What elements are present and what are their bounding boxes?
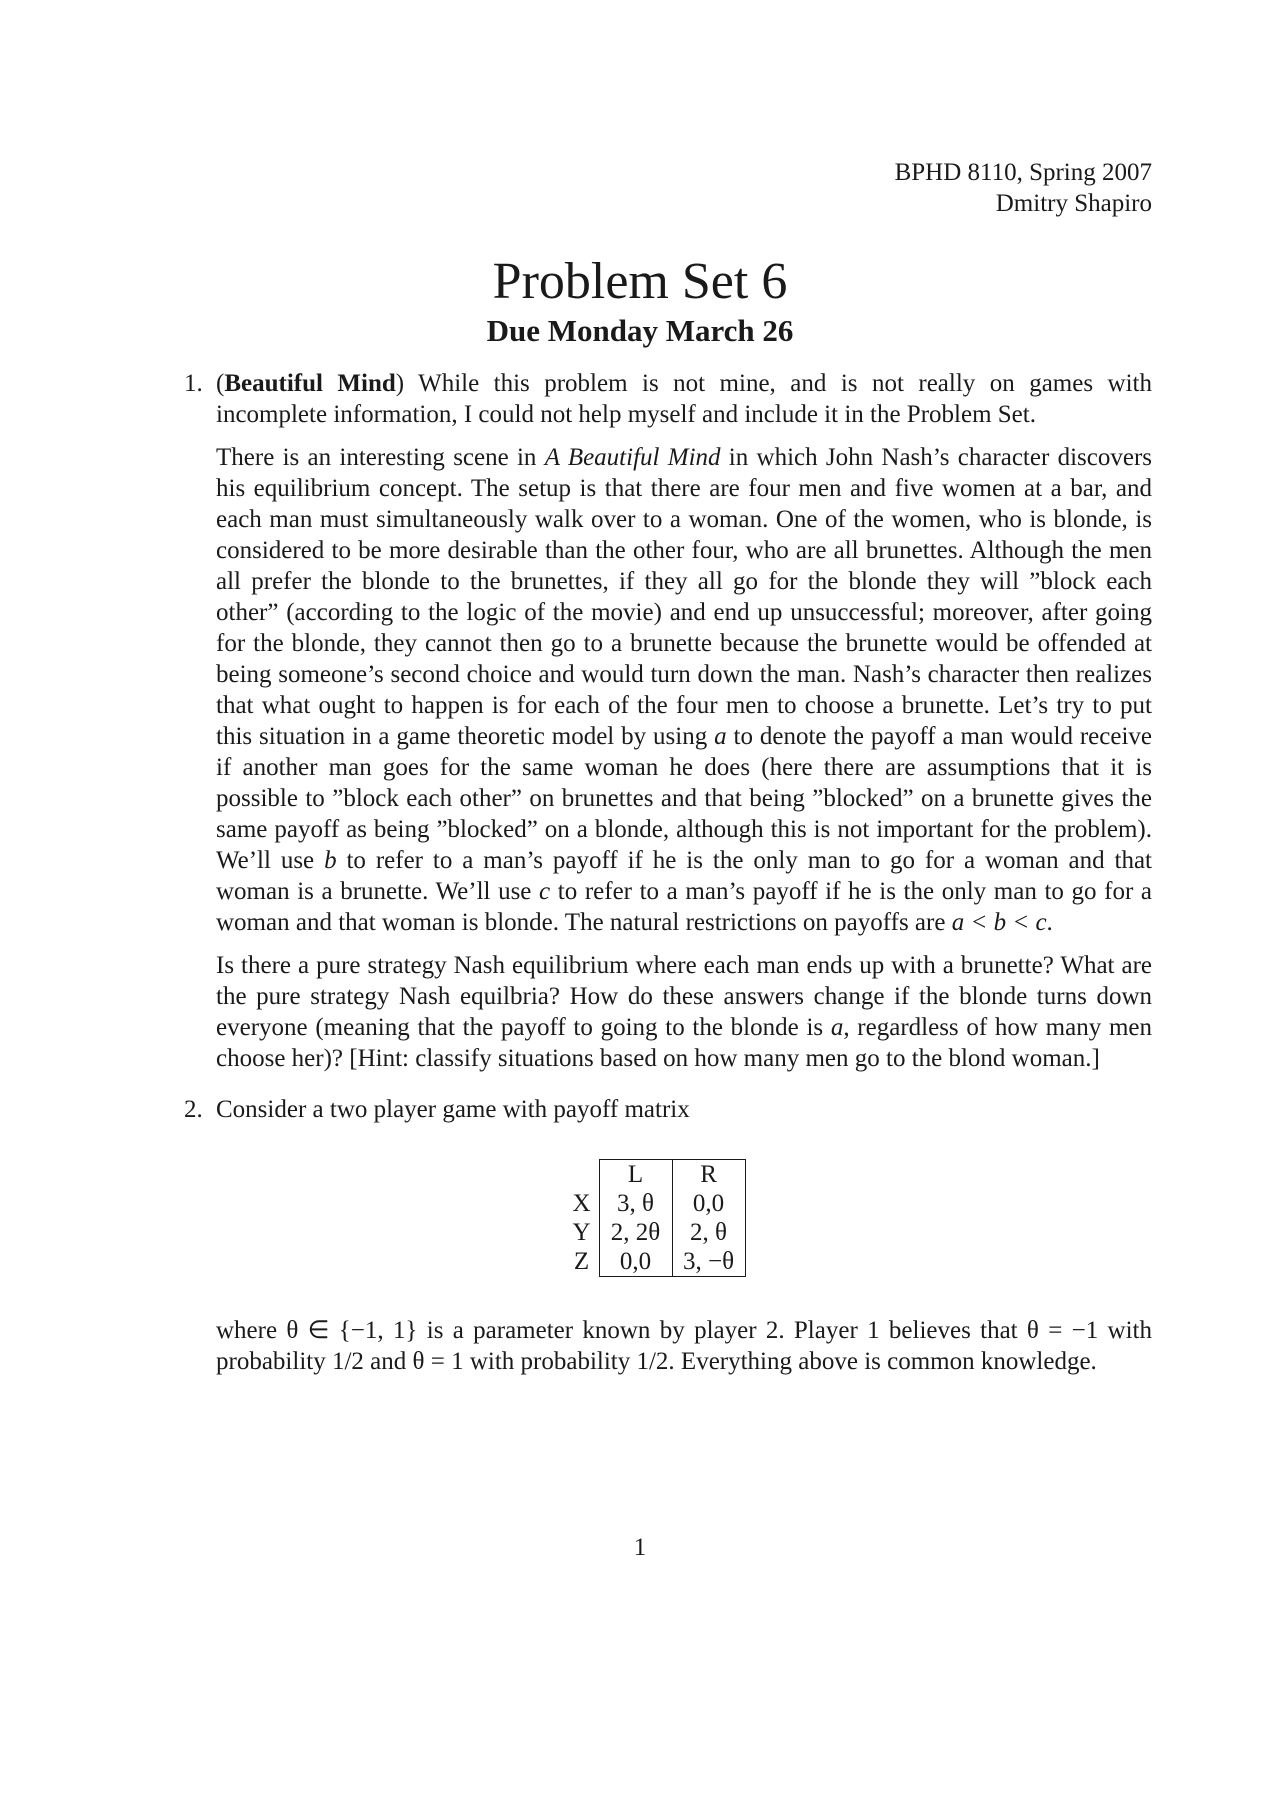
matrix-cell: 2, 2θ (599, 1218, 672, 1247)
problem-2-conditions: where θ ∈ {−1, 1} is a parameter known by player 2. Player 1 believes that θ = −1 with probability 1/2 and θ = 1 with probability 1/2. Everything above is common knowledge. (216, 1317, 1152, 1375)
variable-a: a (830, 1014, 844, 1041)
variable-a: a (714, 723, 727, 750)
column-header-r: R (672, 1160, 745, 1190)
title-block (0, 252, 1280, 350)
matrix-row-x (562, 1189, 745, 1218)
problem-number: 2. (184, 1096, 203, 1123)
problem-2-intro: Consider a two player game with payoff matrix (216, 1096, 690, 1123)
problem-2 (184, 1094, 1152, 1377)
due-date: Due Monday March 26 (486, 313, 794, 348)
matrix-cell: 0,0 (599, 1247, 672, 1277)
course-info: BPHD 8110, Spring 2007 (894, 159, 1152, 186)
matrix-row-z (562, 1247, 745, 1277)
matrix-header-row (562, 1160, 745, 1190)
page-number: 1 (633, 1534, 647, 1561)
problem-1-questions: Is there a pure strategy Nash equilibrium where each man ends up with a brunette? What are the pure strategy Nash equilbria? How do these answers change if the blonde turns down everyone (meaning that the payoff to going to the blonde is a, regardless of how many men choose her)? [Hint: classify situations based on how many men go to the blond woman.] (216, 952, 1152, 1072)
movie-title: A Beautiful Mind (544, 444, 721, 471)
problem-1-setup: There is an interesting scene in A Beautiful Mind in which John Nash’s character discovers his equilibrium concept. The setup is that there are four men and five women at a bar, and each man must simultaneously walk over to a woman. One of the women, who is blonde, is considered to be more desirable than the other four, who are all brunettes. Although the men all prefer the blonde to the brunettes, if they all go for the blonde they will ”block each other” (according to the logic of the movie) and end up unsuccessful; moreover, after going for the blonde, they cannot then go to a brunette because the brunette would be offended at being someone’s second choice and would turn down the man. Nash’s character then realizes that what ought to happen is for each of the four men to choose a brunette. Let’s try to put this situation in a game theoretic model by using a to denote the payoff a man would receive if another man goes for the same woman he does (here there are assumptions that it is possible to ”block each other” on brunettes and that being ”blocked” on a brunette gives the same payoff as being ”blocked” on a blonde, although this is not important for the problem). We’ll use b to refer to a man’s payoff if he is the only man to go for a woman and that woman is a brunette. We’ll use c to refer to a man’s payoff if he is the only man to go for a woman and that woman is blonde. The natural restrictions on payoffs are a < b < c. (216, 444, 1153, 936)
problem-number: 1. (184, 370, 203, 397)
matrix-corner (562, 1160, 599, 1190)
row-label: Y (562, 1218, 599, 1247)
payoff-matrix (562, 1159, 745, 1277)
row-label: Z (562, 1247, 599, 1277)
document-title: Problem Set 6 (492, 253, 788, 310)
problem-1-title: Beautiful Mind (224, 370, 396, 397)
matrix-cell: 3, θ (599, 1189, 672, 1218)
payoff-matrix-wrapper (156, 1159, 1152, 1277)
author-name: Dmitry Shapiro (995, 190, 1152, 217)
problem-list (184, 368, 1152, 1389)
payoff-inequality: a < b < c (951, 909, 1047, 936)
document-header (895, 157, 1152, 219)
matrix-cell: 2, θ (672, 1218, 745, 1247)
matrix-cell: 0,0 (672, 1189, 745, 1218)
variable-b: b (324, 847, 337, 874)
problem-1 (184, 368, 1152, 1074)
matrix-row-y (562, 1218, 745, 1247)
matrix-cell: 3, −θ (672, 1247, 745, 1277)
problem-1-intro: (Beautiful Mind) While this problem is not mine, and is not really on games with incomplete information, I could not help myself and include it in the Problem Set. (216, 370, 1152, 428)
variable-c: c (539, 878, 551, 905)
row-label: X (562, 1189, 599, 1218)
column-header-l: L (599, 1160, 672, 1190)
